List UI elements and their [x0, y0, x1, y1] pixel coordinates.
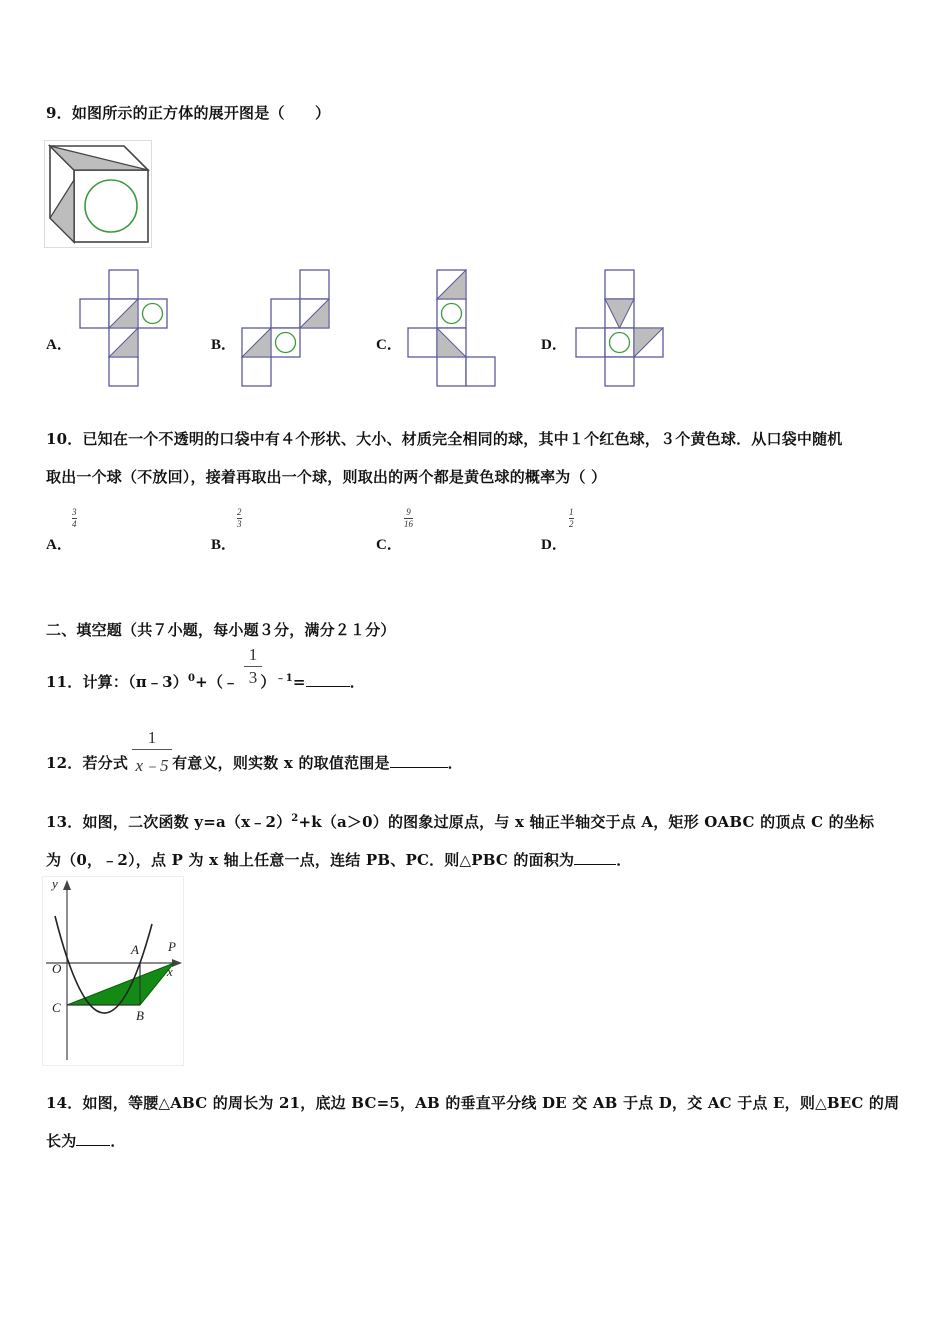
q9-option-a-label[interactable]: A．: [46, 337, 72, 353]
q13-answer-blank[interactable]: [574, 864, 616, 865]
q10-stem-line2: 取出一个球（不放回），接着再取出一个球，则取出的两个都是黄色球的概率为（ ）: [46, 468, 607, 486]
net-option-d: [572, 266, 670, 390]
q14-stem-line1: 14．如图，等腰△ABC 的周长为 21，底边 BC=5，AB 的垂直平分线 DE 交 AB 于点 D，交 AC 于点 E，则△BEC 的周: [46, 1094, 900, 1112]
q13-label-p: P: [168, 939, 176, 954]
q12-frac-den: x﹣5: [135, 756, 169, 775]
q10-stem-line1: 10．已知在一个不透明的口袋中有４个形状、大小、材质完全相同的球，其中１个红色球，３个黄色球．从口袋中随机: [46, 430, 843, 448]
q9-option-c-label[interactable]: C．: [376, 337, 402, 353]
q13-line2: 为（0，﹣2），点 P 为 x 轴上任意一点，连结 PB、PC．则△PBC 的面积为: [46, 851, 575, 869]
q10-option-c-fraction: 9 16: [404, 507, 413, 529]
q11-answer-blank[interactable]: [306, 686, 350, 687]
q12-answer-blank[interactable]: [390, 767, 448, 768]
q14-line2: 长为: [46, 1132, 77, 1150]
q10-option-a-label[interactable]: A．: [46, 537, 72, 553]
q13-label-x: x: [167, 964, 173, 979]
q10-option-b-fraction: 2 3: [237, 507, 242, 529]
q11-prefix: 11．计算：（π﹣3）: [46, 673, 188, 691]
q14-end: ．: [110, 1132, 126, 1150]
q9-option-b-label[interactable]: B．: [211, 337, 237, 353]
q10-option-d-fraction: 1 2: [569, 507, 574, 529]
cube-figure: [44, 140, 152, 248]
q11-exp0: 0: [188, 673, 196, 684]
q9-stem: 9．如图所示的正方体的展开图是（ ）: [46, 104, 331, 122]
q9-option-d-label[interactable]: D．: [541, 337, 567, 353]
q13-line1-a: 13．如图，二次函数 y=a（x﹣2）: [46, 813, 292, 831]
q10-option-a-fraction: 3 4: [72, 507, 77, 529]
q10-option-c-label[interactable]: C．: [376, 537, 402, 553]
q13-stem-line2: [46, 849, 631, 870]
net-option-c: [404, 266, 502, 390]
q13-line1-b: +k（a＞0）的图象过原点，与 x 轴正半轴交于点 A，矩形 OABC 的顶点 C 的坐标: [298, 813, 875, 831]
q12-frac-num: 1: [147, 728, 157, 747]
q11-mid: +（﹣: [195, 673, 239, 691]
q11-frac-den: 3: [248, 668, 258, 687]
q10-option-d-label[interactable]: D．: [541, 537, 567, 553]
q12-prefix: 12．若分式: [46, 754, 129, 772]
q13-stem-line1: [46, 811, 874, 832]
q13-label-a: A: [131, 942, 139, 957]
net-option-a: [74, 266, 172, 390]
q12-stem: [46, 752, 463, 773]
q13-label-c: C: [52, 1000, 61, 1015]
q13-parabola-figure: [42, 876, 184, 1066]
q11-stem: [46, 669, 365, 692]
q13-label-o: O: [52, 961, 62, 976]
section-2-title: 二、填空题（共７小题，每小题３分，满分２１分）: [46, 621, 396, 639]
q11-exp1: ﹣1: [275, 673, 293, 684]
q12-fraction: [132, 728, 172, 776]
q13-sup: 2: [291, 813, 299, 824]
q13-label-y: y: [52, 876, 58, 891]
q13-end: ．: [616, 851, 632, 869]
q11-tail: =: [292, 673, 306, 691]
q11-frac-num: 1: [248, 645, 258, 664]
q12-end: ．: [447, 754, 463, 772]
q11-fraction: [244, 645, 262, 688]
q11-close: ）: [260, 673, 276, 691]
net-option-b: [238, 266, 336, 390]
q14-answer-blank[interactable]: [76, 1145, 110, 1146]
q13-label-b: B: [136, 1008, 144, 1023]
q14-stem-line2: [46, 1130, 126, 1151]
q11-end: ．: [349, 673, 365, 691]
q10-option-b-label[interactable]: B．: [211, 537, 237, 553]
q12-suffix: 有意义，则实数 x 的取值范围是: [172, 754, 390, 772]
